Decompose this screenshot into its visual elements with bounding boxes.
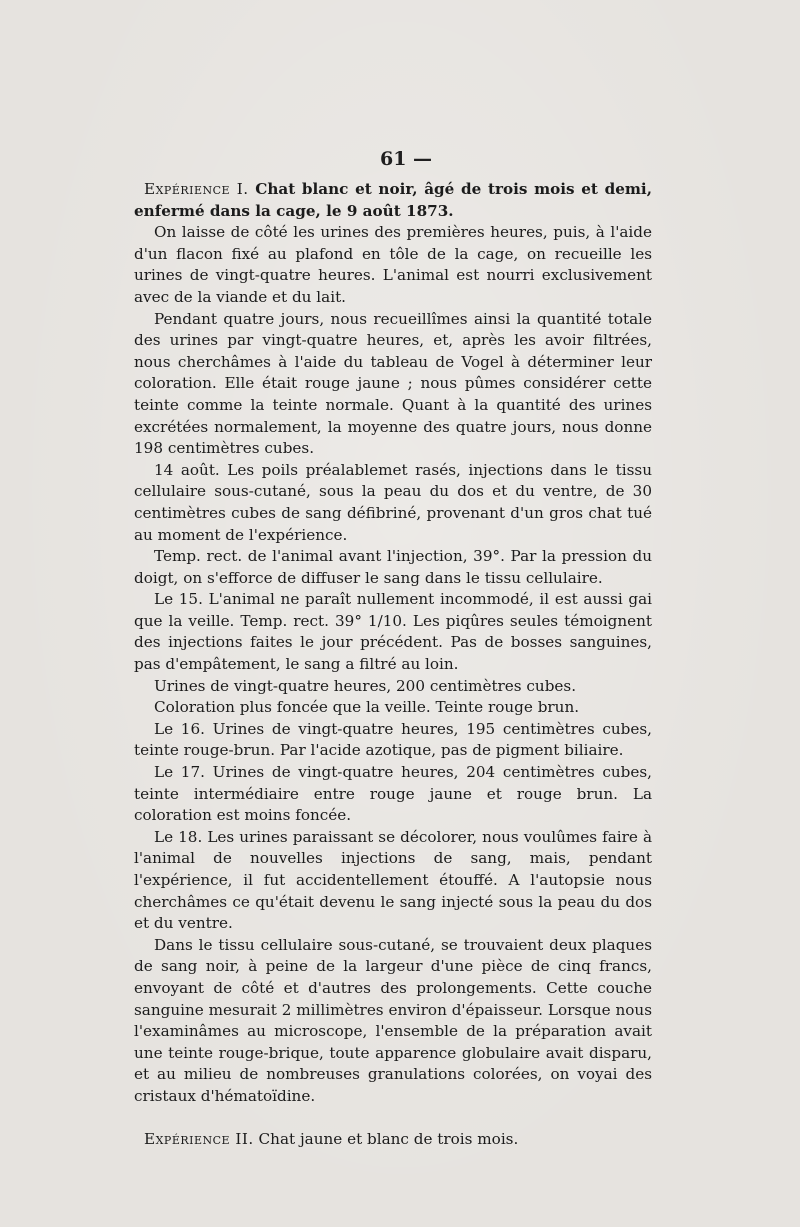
page-number: 61 — (379, 148, 433, 170)
paragraph: On laisse de côté les urines des premières heures, puis, à l'aide d'un flacon fixé au plafond en tôle de la cage, on recueille les urines de vingt-quatre heures. L'animal est nourri exclusivement avec de la viande et du lait. (134, 223, 652, 306)
paragraph-text: Chat jaune et blanc de trois mois. (253, 1129, 519, 1148)
paragraph-text: Chat blanc et noir, âgé de trois mois et demi, enfermé dans la cage, le 9 août 1873. (134, 180, 652, 220)
experiment-heading: Expérience II. (144, 1129, 254, 1148)
paragraph: Temp. rect. de l'animal avant l'injection, 39°. Par la pression du doigt, on s'efforce de diffuser le sang dans le tissu cellulaire. (134, 547, 652, 587)
paragraph (134, 179, 652, 222)
paragraph: Pendant quatre jours, nous recueillîmes ainsi la quantité totale des urines par vingt-quatre heures, et, après les avoir filtrées, nous cherchâmes à l'aide du tableau de Vogel à déterminer leur coloration. Elle était rouge jaune ; nous pûmes considérer cette teinte comme la teinte normale. Quant à la quantité des urines excrétées normalement, la moyenne des quatre jours, nous donne 198 centimètres cubes. (134, 309, 652, 458)
paragraph: Le 18. Les urines paraissant se décolorer, nous voulûmes faire à l'animal de nouvelles injections de sang, mais, pendant l'expérience, il fut accidentellement étouffé. A l'autopsie nous cherchâmes ce qu'était devenu le sang injecté sous la peau du dos et du ventre. (134, 827, 652, 933)
paragraph (134, 1129, 652, 1151)
paragraph: Urines de vingt-quatre heures, 200 centimètres cubes. (154, 676, 577, 695)
paragraph: Le 16. Urines de vingt-quatre heures, 195 centimètres cubes, teinte rouge-brun. Par l'acide azotique, pas de pigment biliaire. (134, 719, 652, 760)
paragraph: Dans le tissu cellulaire sous-cutané, se trouvaient deux plaques de sang noir, à peine de la largeur d'une pièce de cinq francs, envoyant de côté et d'autres des prolongements. Cette couche sanguine mesurait 2 millimètres environ d'épaisseur. Lorsque nous l'examinâmes au microscope, l'ensemble de la préparation avait une teinte rouge-brique, toute apparence globulaire avait disparu, et au milieu de nombreuses granulations colorées, on voyai des cristaux d'hématoïdine. (134, 935, 652, 1105)
paragraph: Le 17. Urines de vingt-quatre heures, 204 centimètres cubes, teinte intermédiaire entre rouge jaune et rouge brun. La coloration est moins foncée. (134, 763, 652, 825)
paragraph: Coloration plus foncée que la veille. Teinte rouge brun. (154, 698, 580, 717)
paragraph: 14 août. Les poils préalablemet rasés, injections dans le tissu cellulaire sous-cutané, sous la peau du dos et du ventre, de 30 centimètres cubes de sang défibriné, provenant d'un gros chat tué au moment de l'expérience. (134, 460, 652, 544)
paragraph: Le 15. L'animal ne paraît nullement incommodé, il est aussi gai que la veille. Temp. rect. 39° 1/10. Les piqûres seules témoignent des injections faites le jour précédent. Pas de bosses sanguines, pas d'empâtement, le sang a filtré au loin. (134, 590, 652, 674)
experiment-heading: Expérience I. (144, 180, 249, 198)
body-text (134, 179, 652, 1150)
spacer (134, 1108, 652, 1129)
